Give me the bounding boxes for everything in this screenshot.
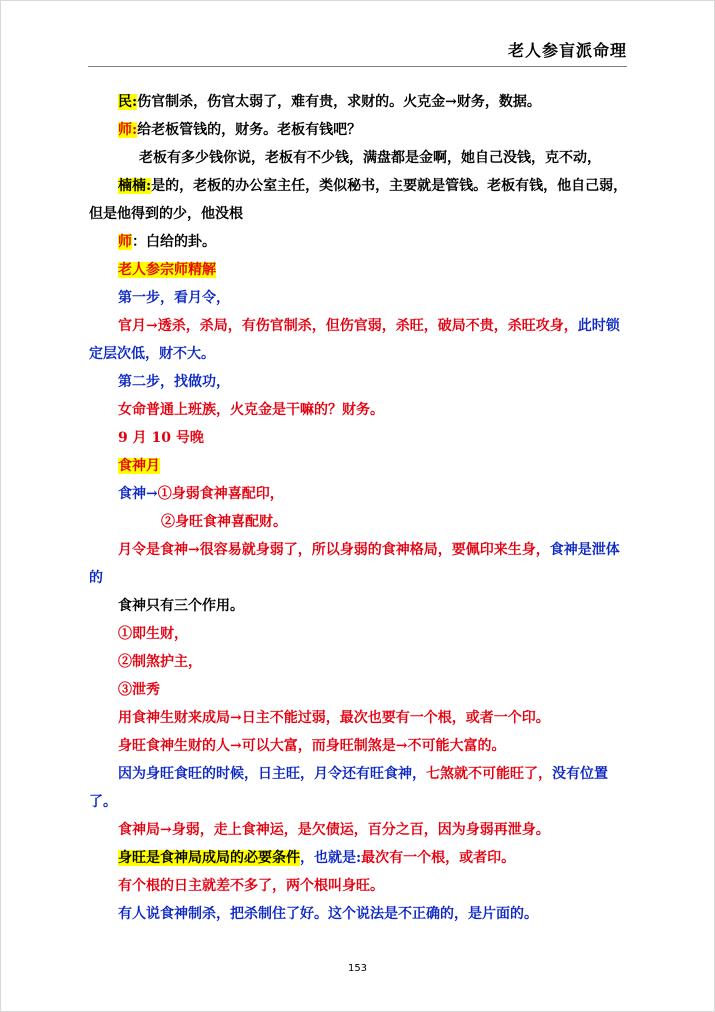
- paragraph: [89, 760, 629, 816]
- speaker-label: 楠楠:: [118, 178, 152, 194]
- paragraph: [89, 228, 629, 256]
- paragraph: [89, 816, 629, 844]
- list-item: [89, 676, 629, 704]
- paragraph: [89, 480, 629, 508]
- paragraph: [89, 88, 629, 116]
- heading-text: 食神月: [118, 458, 160, 474]
- text-run: 最次有一个根，或者印。: [361, 850, 516, 866]
- paragraph: [89, 704, 629, 732]
- speaker-label: 师:: [118, 122, 138, 138]
- text-run: 女命普通上班族，火克金是干嘛的？财务。: [118, 402, 384, 418]
- paragraph: [89, 732, 629, 760]
- text-run: 食神是泄体的: [89, 542, 620, 586]
- paragraph: [89, 396, 629, 424]
- page-header-title: 老人参盲派命理: [507, 41, 627, 60]
- text-run: ②制煞护主，: [118, 654, 202, 670]
- text-run: ③泄秀: [118, 682, 160, 698]
- paragraph: [89, 284, 629, 312]
- text-run: ①即生财，: [118, 626, 188, 642]
- section-heading: [89, 452, 629, 480]
- paragraph: [89, 872, 629, 900]
- document-body: [89, 88, 629, 928]
- text-run: ②身旺食神喜配财。: [161, 514, 287, 530]
- text-run: 第二步，找做功，: [118, 374, 230, 390]
- section-heading: [89, 256, 629, 284]
- text-run: 因为身旺食旺的时候，日主旺，月令还有旺食神，: [118, 766, 426, 782]
- text-run: ，也就是:: [300, 850, 362, 866]
- paragraph: [89, 368, 629, 396]
- text-run: 有个根的日主就差不多了，两个根叫身旺。: [118, 878, 384, 894]
- speaker-label: 民:: [118, 94, 138, 110]
- speaker-label: 师: [118, 234, 132, 250]
- text-run: 七煞就不可能旺了，: [426, 766, 552, 782]
- text-run: 9 月 10 号晚: [118, 430, 204, 446]
- paragraph: [89, 592, 629, 620]
- paragraph: [89, 172, 629, 228]
- text-run: 有人说食神制杀，把杀制住了好。这个说法是不正确的，是片面的。: [118, 906, 538, 922]
- text-run: 用食神生财来成局→日主不能过弱，最次也要有一个根，或者一个印。: [118, 710, 550, 726]
- text-run: 食神→: [118, 486, 158, 502]
- paragraph: [89, 844, 629, 872]
- text-run: 食神只有三个作用。: [118, 598, 244, 614]
- text-run: 没有位置了。: [89, 766, 608, 810]
- date-line: [89, 424, 629, 452]
- text-run: 伤官制杀，伤官太弱了，难有贵，求财的。火克金→财务，数据。: [137, 94, 541, 110]
- text-run: 身旺是食神局成局的必要条件: [118, 850, 300, 866]
- header-rule: [88, 66, 627, 67]
- paragraph: [89, 312, 629, 368]
- text-run: 此时锁定层次低，财不大。: [89, 318, 620, 362]
- list-item: [89, 620, 629, 648]
- text-run: 老板有多少钱你说，老板有不少钱，满盘都是金啊，她自己没钱，克不动，: [139, 150, 601, 166]
- text-run: ：白给的卦。: [132, 234, 216, 250]
- paragraph: [89, 508, 629, 536]
- page-number: 153: [347, 963, 368, 974]
- text-run: 第一步，看月令，: [118, 290, 230, 306]
- text-run: 食神局→身弱，走上食神运，是欠债运，百分之百，因为身弱再泄身。: [118, 822, 550, 838]
- list-item: [89, 648, 629, 676]
- paragraph: [89, 116, 629, 144]
- paragraph: [89, 900, 629, 928]
- text-run: 给老板管钱的，财务。老板有钱吧？: [137, 122, 362, 138]
- paragraph: [89, 536, 629, 592]
- paragraph: [89, 144, 629, 172]
- text-run: 身旺食神生财的人→可以大富，而身旺制煞是→不可能大富的。: [118, 738, 506, 754]
- text-run: 月令是食神→很容易就身弱了，所以身弱的食神格局，要佩印来生身，: [118, 542, 550, 558]
- text-run: 是的，老板的办公室主任，类似秘书，主要就是管钱。老板有钱，他自己弱，但是他得到的少，他没根: [89, 178, 628, 222]
- heading-text: 老人参宗师精解: [118, 262, 216, 278]
- text-run: 官月→透杀，杀局，有伤官制杀，但伤官弱，杀旺，破局不贵，杀旺攻身，: [118, 318, 578, 334]
- text-run: ①身弱食神喜配印，: [157, 486, 284, 502]
